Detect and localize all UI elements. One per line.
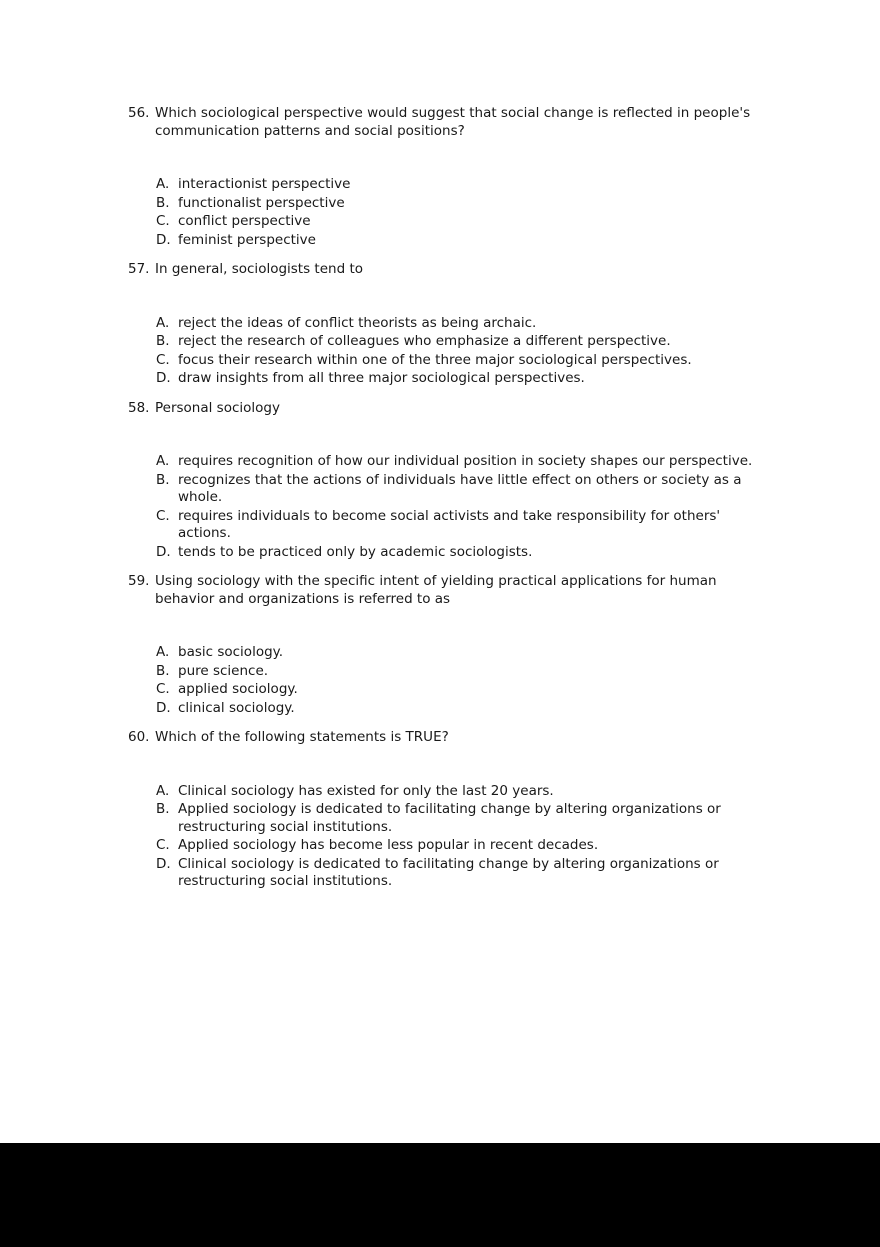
option-item [156,453,774,471]
option-letter: D. [156,231,171,248]
option-text: Clinical sociology is dedicated to facilitating change by altering organizations or restructuring social institutions. [178,855,719,889]
question-heading [128,105,774,140]
question-60 [128,729,774,891]
option-letter: C. [156,681,170,697]
option-item [156,663,774,681]
option-text: clinical sociology. [178,699,295,716]
option-item [156,544,774,562]
option-text: applied sociology. [178,681,298,697]
option-text: reject the research of colleagues who emphasize a different perspective. [178,333,671,349]
question-59 [128,573,774,717]
option-item [156,856,774,891]
option-text: requires recognition of how our individual position in society shapes our perspective. [178,453,753,469]
option-item [156,315,774,333]
question-text: In general, sociologists tend to [155,261,363,277]
option-text: focus their research within one of the three major sociological perspectives. [178,351,692,368]
question-text: Personal sociology [155,399,280,416]
option-letter: A. [156,453,170,469]
option-letter: C. [156,837,170,853]
option-text: recognizes that the actions of individuals have little effect on others or society as a whole. [178,471,742,505]
question-text: Which of the following statements is TRUE? [155,729,449,745]
question-number: 56. [128,105,150,121]
option-letter: C. [156,351,170,368]
option-item [156,644,774,662]
question-heading [128,573,774,608]
option-letter: B. [156,471,170,488]
question-number: 58. [128,399,150,416]
option-letter: D. [156,543,171,560]
question-heading [128,729,774,747]
option-text: draw insights from all three major sociological perspectives. [178,370,585,386]
question-56 [128,105,774,249]
option-item [156,801,774,836]
option-letter: C. [156,507,170,524]
option-text: interactionist perspective [178,176,351,192]
option-text: feminist perspective [178,231,316,248]
option-item [156,681,774,699]
option-text: Applied sociology has become less popular in recent decades. [178,837,599,853]
option-item [156,195,774,213]
option-item [156,213,774,231]
scan-edge-black-bar [0,1143,880,1247]
question-number: 59. [128,573,150,589]
option-text: reject the ideas of conflict theorists as being archaic. [178,314,537,331]
question-heading [128,400,774,418]
options-list [128,783,774,891]
option-letter: A. [156,644,170,660]
option-item [156,176,774,194]
option-letter: D. [156,370,171,386]
option-item [156,472,774,507]
option-text: Clinical sociology has existed for only the last 20 years. [178,782,554,799]
options-list [128,176,774,249]
option-text: functionalist perspective [178,194,345,211]
option-text: pure science. [178,662,269,679]
question-text: Which sociological perspective would suggest that social change is reflected in people's communication patterns and social positions? [155,105,751,139]
option-letter: B. [156,662,170,679]
options-list [128,453,774,561]
option-text: basic sociology. [178,644,284,660]
question-text: Using sociology with the specific intent of yielding practical applications for human behavior and organizations is referred to as [155,573,717,607]
question-number: 57. [128,261,150,277]
option-letter: B. [156,333,170,349]
options-list [128,315,774,388]
option-letter: A. [156,314,170,331]
option-letter: B. [156,194,170,211]
option-text: conflict perspective [178,213,311,229]
option-text: requires individuals to become social activists and take responsibility for others' actions. [178,507,721,541]
option-text: Applied sociology is dedicated to facilitating change by altering organizations or restructuring social institutions. [178,801,721,835]
question-heading [128,261,774,279]
options-list [128,644,774,717]
option-item [156,837,774,855]
question-number: 60. [128,729,150,745]
option-item [156,370,774,388]
option-text: tends to be practiced only by academic sociologists. [178,543,533,560]
option-letter: A. [156,176,170,192]
questions-list [128,105,774,903]
option-item [156,352,774,370]
option-item [156,333,774,351]
option-item [156,232,774,250]
option-letter: D. [156,699,171,716]
option-letter: A. [156,782,170,799]
question-57 [128,261,774,388]
option-letter: D. [156,855,171,872]
option-letter: B. [156,801,170,817]
option-item [156,508,774,543]
option-item [156,700,774,718]
option-item [156,783,774,801]
option-letter: C. [156,213,170,229]
question-58 [128,400,774,562]
